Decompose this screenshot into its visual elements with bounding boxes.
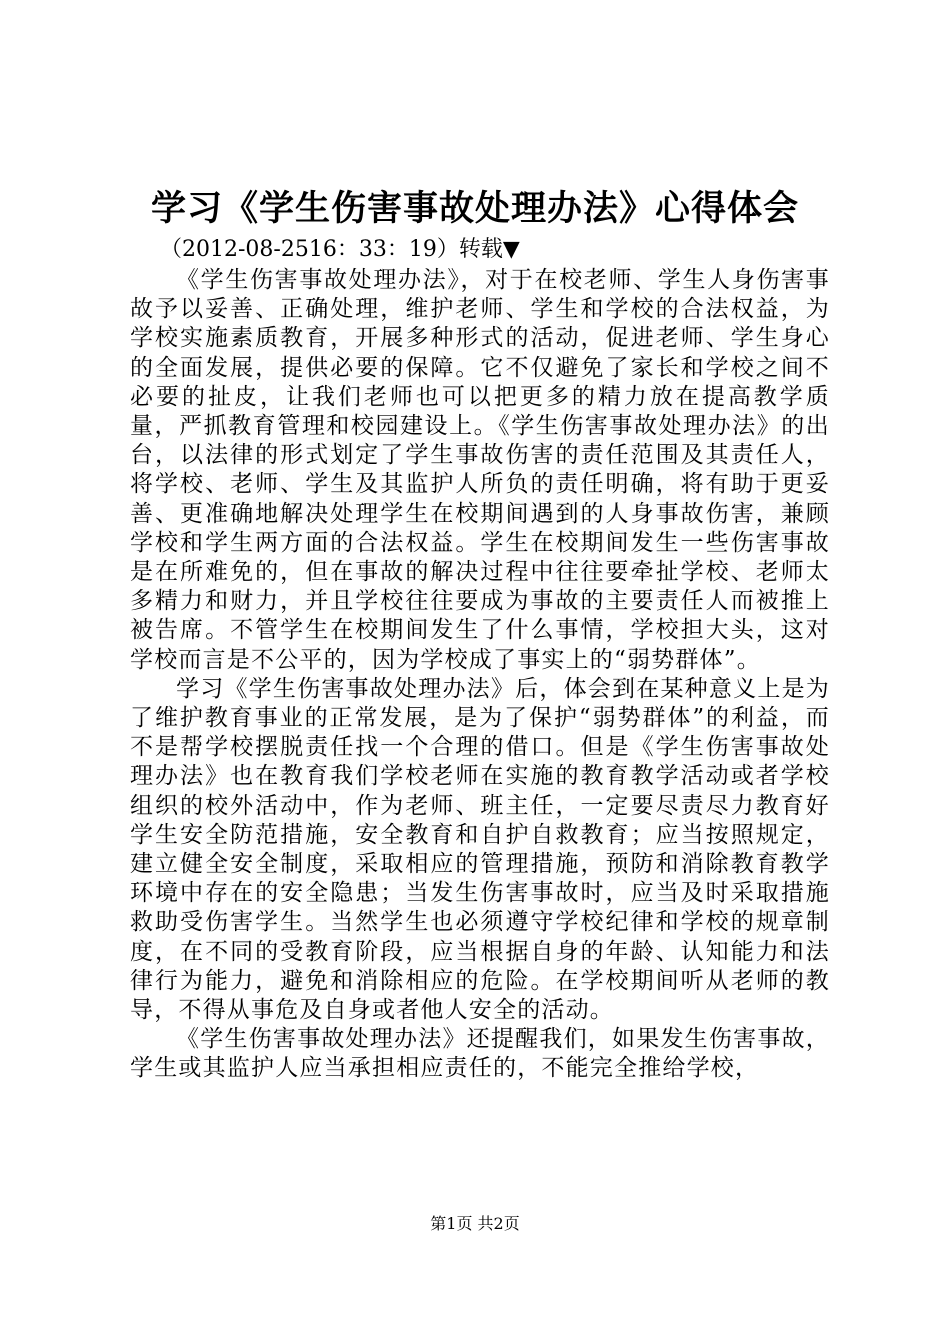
paragraph-1: 《学生伤害事故处理办法》，对于在校老师、学生人身伤害事故予以妥善、正确处理，维护老师、学生和学校的合法权益，为学校实施素质教育，开展多种形式的活动，促进老师、学生身心的全面发展，提供必要的保障。它不仅避免了家长和学校之间不必要的扯皮，让我们老师也可以把更多的精力放在提高教学质量，严抓教育管理和校园建设上。《学生伤害事故处理办法》的出台，以法律的形式划定了学生事故伤害的责任范围及其责任人，将学校、老师、学生及其监护人所负的责任明确，将有助于更妥善、更准确地解决处理学生在校期间遇到的人身事故伤害，兼顾学校和学生两方面的合法权益。学生在校期间发生一些伤害事故是在所难免的，但在事故的解决过程中往往要牵扯学校、老师太多精力和财力，并且学校往往要成为事故的主要责任人而被推上被告席。不管学生在校期间发生了什么事情，学校担大头，这对学校而言是不公平的，因为学校成了事实上的“弱势群体”。 (130, 267, 830, 673)
page-footer: 第1页 共2页 (430, 1214, 520, 1233)
paragraph-2: 学习《学生伤害事故处理办法》后，体会到在某种意义上是为了维护教育事业的正常发展，是为了保护“弱势群体”的利益，而不是帮学校摆脱责任找一个合理的借口。但是《学生伤害事故处理办法》也在教育我们学校老师在实施的教育教学活动或者学校组织的校外活动中，作为老师、班主任，一定要尽责尽力教育好学生安全防范措施，安全教育和自护自救教育；应当按照规定，建立健全安全制度，采取相应的管理措施，预防和消除教育教学环境中存在的安全隐患；当发生伤害事故时，应当及时采取措施救助受伤害学生。当然学生也必须遵守学校纪律和学校的规章制度，在不同的受教育阶段，应当根据自身的年龄、认知能力和法律行为能力，避免和消除相应的危险。在学校期间听从老师的教导，不得从事危及自身或者他人安全的活动。 (130, 675, 830, 1024)
paragraph-3: 《学生伤害事故处理办法》还提醒我们，如果发生伤害事故，学生或其监护人应当承担相应责任的，不能完全推给学校， (130, 1026, 830, 1082)
document-title: 学习《学生伤害事故处理办法》心得体会 (150, 188, 799, 229)
document-body (130, 266, 830, 1084)
post-meta: （2012-08-2516：33：19）转载▼ (160, 237, 520, 262)
